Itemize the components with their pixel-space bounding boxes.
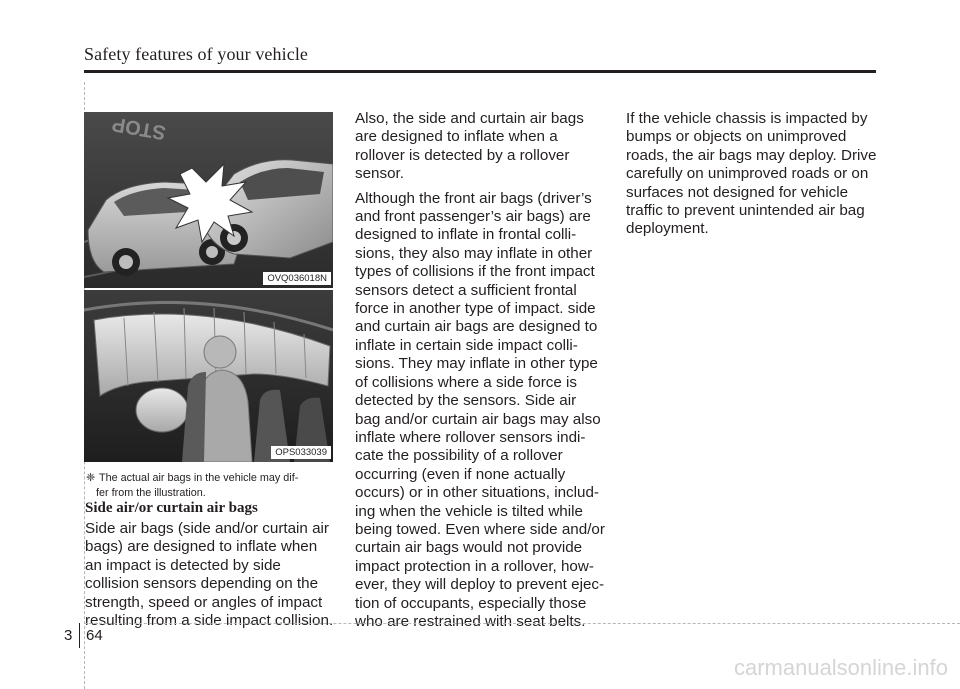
road-stop-text: STOP: [110, 112, 168, 144]
curtain-airbag-illustration: [84, 290, 333, 462]
paragraph: If the vehicle chassis is impacted by bumps or objects on unimproved roads, the air bags may deploy. Drive carefully on unimproved roads or on surfaces not designed for vehicle traffic to prevent unintended air bag deployment.: [626, 110, 877, 238]
footer-separator: [79, 623, 80, 648]
side-collision-illustration: [84, 112, 333, 288]
figure-code-label: OVQ036018N: [263, 272, 331, 285]
footer-rule: [84, 623, 960, 624]
watermark: carmanualsonline.info: [733, 655, 948, 680]
text-column-1: [85, 520, 335, 636]
page-header-title: Safety features of your vehicle: [84, 44, 309, 64]
paragraph: Also, the side and curtain air bags are designed to inflate when a rollover is detected by a rollover sensor.: [355, 110, 584, 183]
figure-note: [86, 471, 336, 501]
text-column-3: [626, 110, 878, 245]
section-heading: Side air/or curtain air bags: [85, 500, 258, 516]
figure-side-collision: [84, 112, 333, 288]
text-column-2: [355, 110, 605, 637]
header-rule: [84, 70, 876, 73]
paragraph: Although the front air bags (driver’s and front passenger’s air bags) are designed to inflate in frontal colli-sions, they also may inflate in other types of collisions if the front impact sensors detect a sufficient frontal force in another type of impact. side and curtain air bags are designed to inflate in certain side impact colli-sions. They may inflate in other type of collisions where a side force is detected by the sensors. Side air bag and/or curtain air bags may also inflate where rollover sensors indi-cate the possibility of a rollover occurring (even if none actually occurs) or in other situations, includ-ing when the vehicle is tilted while being towed. Even where side and/or curtain air bags would not provide impact protection in a rollover, how-ever, they will deploy to prevent ejec-tion of occupants, especially those who are restrained with seat belts.: [355, 189, 605, 630]
figure-note-line2: fer from the illustration.: [96, 487, 206, 499]
figure-note-line1: The actual air bags in the vehicle may dif-: [99, 472, 299, 484]
note-symbol-icon: ❈: [86, 472, 96, 484]
chapter-number: 3: [64, 627, 73, 644]
figure-code-label: OPS033039: [271, 446, 331, 459]
page-number: 64: [86, 627, 103, 644]
paragraph: Side air bags (side and/or curtain air bags) are designed to inflate when an impact is detected by side collision sensors depending on the strength, speed or angles of impact resulting from a side impact collision.: [85, 520, 334, 630]
figure-curtain-airbag: [84, 290, 333, 462]
